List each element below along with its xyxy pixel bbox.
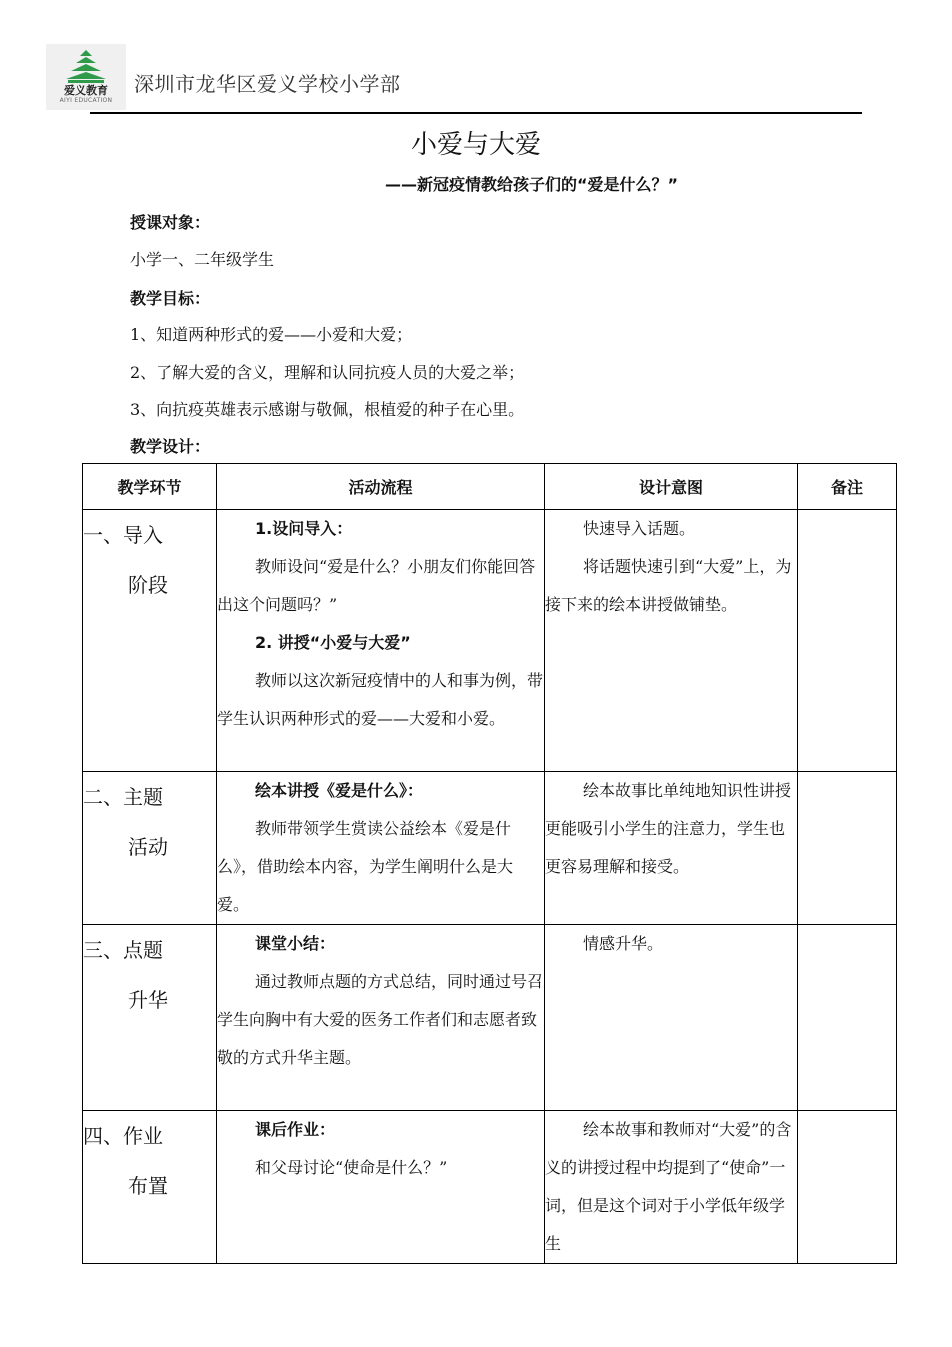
stage-line: 阶段 xyxy=(128,573,168,597)
stage-line: 布置 xyxy=(128,1174,168,1198)
table-row xyxy=(83,772,897,925)
note-cell xyxy=(798,772,897,925)
stage-line: 四、作业 xyxy=(83,1124,163,1148)
audience-text: 小学一、二年级学生 xyxy=(130,250,275,269)
flow-heading: 2. 讲授“小爱与大爱” xyxy=(255,633,411,652)
goal-item: 1、知道两种形式的爱——小爱和大爱； xyxy=(130,325,413,344)
note-cell xyxy=(798,925,897,1111)
stage-line: 一、导入 xyxy=(83,523,163,547)
stage-line: 二、主题 xyxy=(83,785,163,809)
intent-paragraph: 情感升华。 xyxy=(583,934,664,953)
intent-cell xyxy=(545,1111,798,1264)
flow-paragraph: 通过教师点题的方式总结，同时通过号召学生向胸中有大爱的医务工作者们和志愿者致敬的方式升华主题。 xyxy=(217,972,544,1067)
lesson-plan-table xyxy=(82,463,897,1264)
stage-cell xyxy=(83,1111,217,1264)
stage-line: 三、点题 xyxy=(83,938,163,962)
flow-heading: 课后作业： xyxy=(255,1120,336,1139)
flow-cell xyxy=(217,772,545,925)
column-header: 活动流程 xyxy=(217,464,545,510)
goal-item: 3、向抗疫英雄表示感谢与敬佩，根植爱的种子在心里。 xyxy=(130,400,525,419)
intent-paragraph: 将话题快速引到“大爱”上，为接下来的绘本讲授做铺垫。 xyxy=(545,557,792,614)
flow-heading: 绘本讲授《爱是什么》： xyxy=(255,781,424,800)
column-header: 备注 xyxy=(798,464,897,510)
flow-paragraph: 教师以这次新冠疫情中的人和事为例，带学生认识两种形式的爱——大爱和小爱。 xyxy=(217,671,544,728)
table-row xyxy=(83,925,897,1111)
flow-heading: 1.设问导入： xyxy=(255,519,353,538)
intent-cell xyxy=(545,772,798,925)
pine-tree-logo-icon xyxy=(64,50,108,84)
logo-subtext: AIYI EDUCATION xyxy=(59,97,113,104)
header-divider xyxy=(90,112,862,114)
note-cell xyxy=(798,1111,897,1264)
stage-cell xyxy=(83,772,217,925)
audience-label: 授课对象： xyxy=(130,213,211,232)
design-label: 教学设计： xyxy=(130,437,211,456)
flow-paragraph: 教师设问“爱是什么？小朋友们你能回答出这个问题吗？” xyxy=(217,557,536,614)
table-row xyxy=(83,510,897,772)
school-logo xyxy=(46,44,126,110)
table-header-row xyxy=(83,464,897,510)
school-name: 深圳市龙华区爱义学校小学部 xyxy=(134,72,401,96)
page-title: 小爱与大爱 xyxy=(410,130,541,160)
page-header xyxy=(0,0,952,115)
intent-paragraph: 绘本故事比单纯地知识性讲授更能吸引小学生的注意力，学生也更容易理解和接受。 xyxy=(545,781,792,876)
stage-cell xyxy=(83,510,217,772)
intent-cell xyxy=(545,510,798,772)
stage-cell xyxy=(83,925,217,1111)
table-row xyxy=(83,1111,897,1264)
flow-cell xyxy=(217,925,545,1111)
stage-line: 活动 xyxy=(128,835,168,859)
page-subtitle: ——新冠疫情教给孩子们的“爱是什么？” xyxy=(385,175,679,194)
intent-paragraph: 快速导入话题。 xyxy=(583,519,696,538)
flow-paragraph: 和父母讨论“使命是什么？” xyxy=(255,1158,448,1177)
intent-cell xyxy=(545,925,798,1111)
goals-label: 教学目标： xyxy=(130,289,211,308)
flow-cell xyxy=(217,1111,545,1264)
logo-text: 爱义教育 xyxy=(64,84,108,97)
note-cell xyxy=(798,510,897,772)
flow-paragraph: 教师带领学生赏读公益绘本《爱是什么》，借助绘本内容，为学生阐明什么是大爱。 xyxy=(217,819,514,914)
column-header: 教学环节 xyxy=(83,464,217,510)
intent-paragraph: 绘本故事和教师对“大爱”的含义的讲授过程中均提到了“使命”一词，但是这个词对于小学低年级学生 xyxy=(545,1120,792,1253)
stage-line: 升华 xyxy=(128,988,168,1012)
goal-item: 2、了解大爱的含义，理解和认同抗疫人员的大爱之举； xyxy=(130,363,525,382)
flow-cell xyxy=(217,510,545,772)
column-header: 设计意图 xyxy=(545,464,798,510)
flow-heading: 课堂小结： xyxy=(255,934,336,953)
